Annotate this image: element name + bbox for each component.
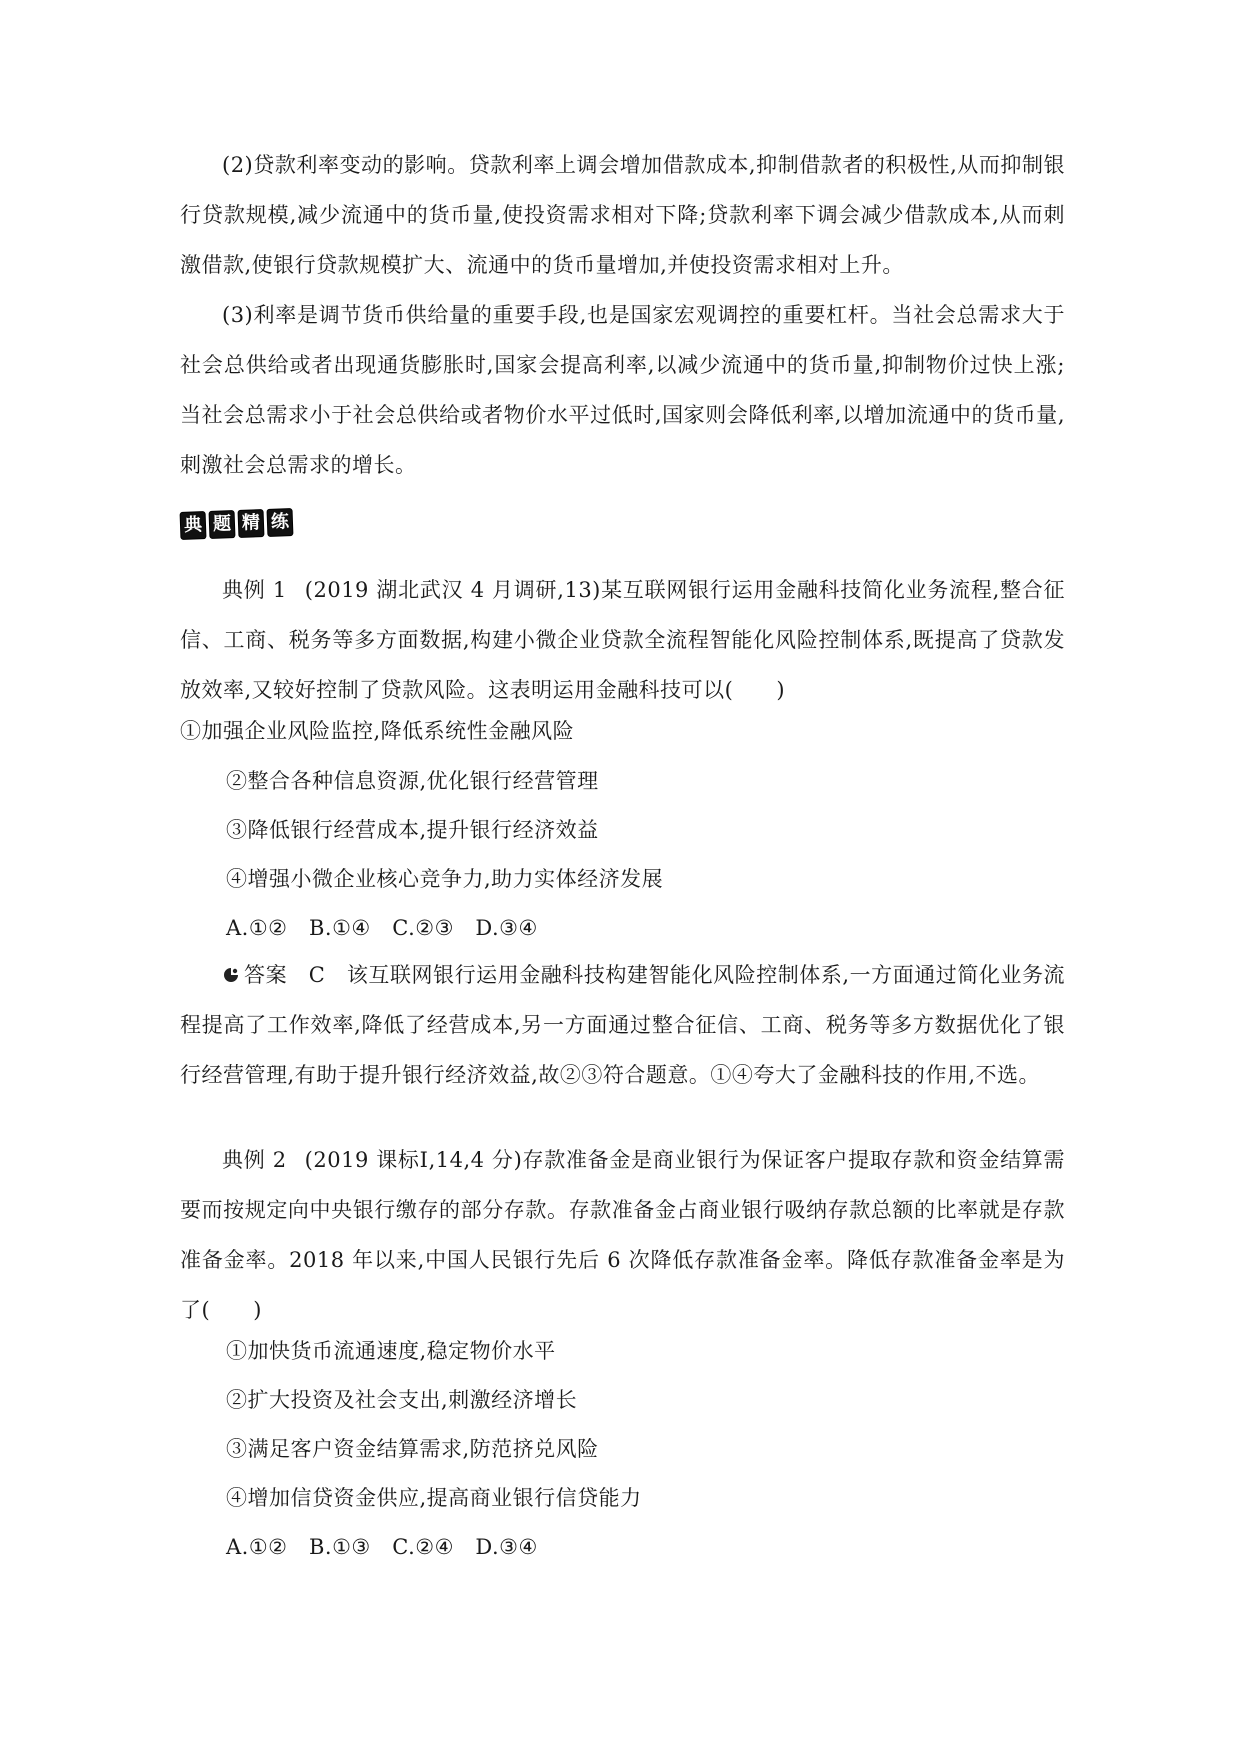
- answer-explanation: 该互联网银行运用金融科技构建智能化风险控制体系,一方面通过简化业务流程提高了工作效率,降低了经营成本,另一方面通过整合征信、工商、税务等多方数据优化了银行经营管理,有助于提升银行经济效益,故②③符合题意。①④夸大了金融科技的作用,不选。: [180, 963, 1065, 1087]
- answer-icon: [222, 967, 240, 983]
- example2-text: (2019 课标Ⅰ,14,4 分)存款准备金是商业银行为保证客户提取存款和资金结算需要而按规定向中央银行缴存的部分存款。存款准备金占商业银行吸纳存款总额的比率就是存款准备金率。2018 年以来,中国人民银行先后 6 次降低存款准备金率。降低存款准备金率是为了( ): [180, 1148, 1066, 1322]
- example1-option-3: ③降低银行经营成本,提升银行经济效益: [226, 818, 599, 842]
- example2-choices: A.①② B.①③ C.②④ D.③④: [226, 1535, 538, 1559]
- example2-question: [180, 1135, 1065, 1335]
- paragraph-loan-rate-effect: (2)贷款利率变动的影响。贷款利率上调会增加借款成本,抑制借款者的积极性,从而抑制银行贷款规模,减少流通中的货币量,使投资需求相对下降;贷款利率下调会减少借款成本,从而刺激借款,使银行贷款规模扩大、流通中的货币量增加,并使投资需求相对上升。: [180, 153, 1066, 277]
- example1-question: [180, 565, 1065, 715]
- example1-choices: A.①② B.①④ C.②③ D.③④: [226, 916, 538, 940]
- example1-answer: [180, 950, 1065, 1100]
- badge-char: 典: [180, 511, 207, 540]
- paragraph-interest-rate-tool: (3)利率是调节货币供给量的重要手段,也是国家宏观调控的重要杠杆。当社会总需求大于社会总供给或者出现通货膨胀时,国家会提高利率,以减少流通中的货币量,抑制物价过快上涨;当社会总需求小于社会总供给或者物价水平过低时,国家则会降低利率,以增加流通中的货币量,刺激社会总需求的增长。: [180, 303, 1065, 477]
- example2-option-1: ①加快货币流通速度,稳定物价水平: [226, 1339, 556, 1363]
- example1-option-1: ①加强企业风险监控,降低系统性金融风险: [180, 719, 575, 743]
- example1-option-2: ②整合各种信息资源,优化银行经营管理: [226, 769, 599, 793]
- badge-char: 练: [266, 508, 293, 537]
- section-badge: [180, 508, 294, 540]
- answer-letter: C: [308, 963, 326, 987]
- example1-label: 典例 1: [222, 578, 287, 602]
- badge-char: 题: [209, 510, 236, 539]
- example2-option-3: ③满足客户资金结算需求,防范挤兑风险: [226, 1437, 599, 1461]
- answer-label: 答案: [244, 963, 288, 987]
- example1-text: (2019 湖北武汉 4 月调研,13)某互联网银行运用金融科技简化业务流程,整合征信、工商、税务等多方面数据,构建小微企业贷款全流程智能化风险控制体系,既提高了贷款发放效率,又较好控制了贷款风险。这表明运用金融科技可以( ): [180, 578, 1065, 702]
- example2-label: 典例 2: [222, 1148, 287, 1172]
- example1-option-4: ④增强小微企业核心竞争力,助力实体经济发展: [226, 867, 664, 891]
- example2-option-4: ④增加信贷资金供应,提高商业银行信贷能力: [226, 1486, 642, 1510]
- example2-option-2: ②扩大投资及社会支出,刺激经济增长: [226, 1388, 578, 1412]
- badge-char: 精: [238, 509, 265, 538]
